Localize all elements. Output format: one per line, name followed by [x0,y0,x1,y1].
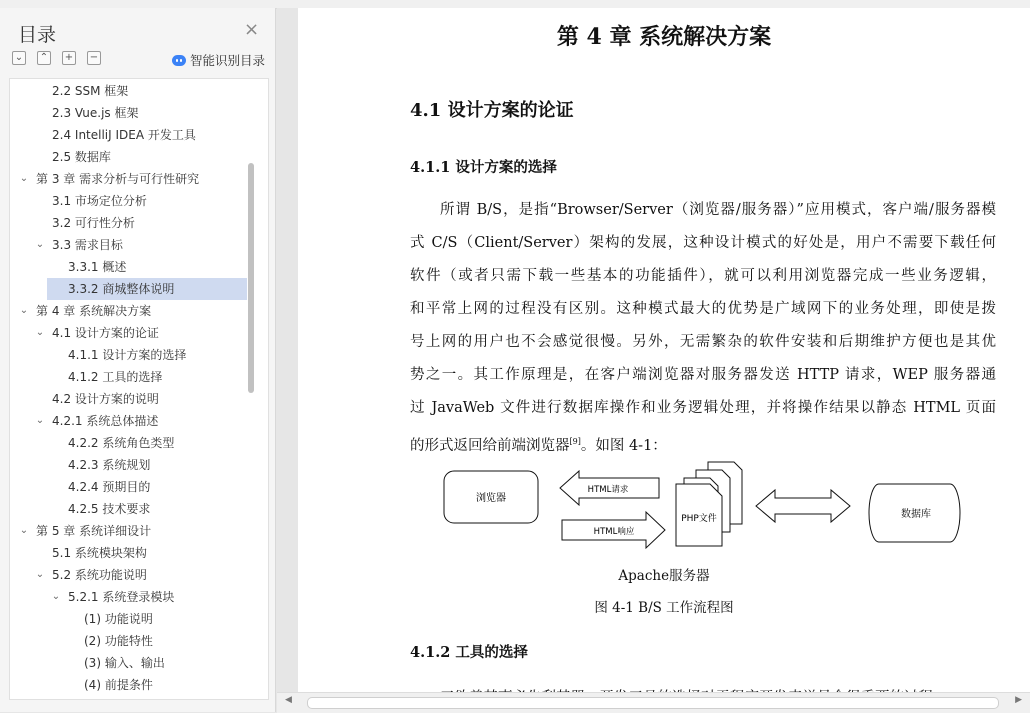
toc-item-label: (2) 功能特性 [84,634,153,648]
toc-item-label: 4.2.3 系统规划 [68,458,151,472]
browser-label: 浏览器 [476,493,506,504]
toc-item[interactable] [10,256,248,278]
citation-ref: [9] [569,437,581,446]
collapse-all-button[interactable]: ⌃ [37,51,51,65]
toc-item[interactable] [10,542,248,564]
toc-item-label: 2.2 SSM 框架 [52,84,129,98]
toc-item-label: 2.3 Vue.js 框架 [52,106,139,120]
toc-item-label: 2.5 数据库 [52,150,111,164]
chevron-down-icon[interactable]: ⌄ [19,525,29,536]
toc-item-label: 3.3.1 概述 [68,260,127,274]
toc-item-label: 4.2 设计方案的说明 [52,392,159,406]
paragraph-line [410,425,996,458]
toc-item[interactable] [10,234,248,256]
server-caption: Apache服务器 [618,568,710,584]
toc-tree [9,78,269,700]
close-icon[interactable]: × [244,19,260,40]
toc-item-label: 3.1 市场定位分析 [52,194,147,208]
toc-item[interactable] [10,146,248,168]
toc-scrollbar[interactable] [248,163,254,393]
toc-item-label: 5.2 系统功能说明 [52,568,147,582]
paragraph-text: 。如图 4-1： [580,437,667,454]
toc-item[interactable] [10,674,248,696]
scroll-left-icon[interactable]: ◀ [285,695,292,705]
chevron-down-icon[interactable]: ⌄ [19,173,29,184]
toc-item-label: 4.2.2 系统角色类型 [68,436,175,450]
toc-item-label: 第 4 章 系统解决方案 [36,304,152,318]
toc-item-label: 3.3 需求目标 [52,238,123,252]
paragraph-line: 和平常上网的过程没有区别。这种模式最大的优势是广域网下的业务处理，即使是拨 [410,301,996,317]
bs-workflow-diagram [298,460,1030,560]
toc-item[interactable] [10,498,248,520]
body-paragraph [410,194,996,458]
toc-item-label: 4.2.1 系统总体描述 [52,414,159,428]
toc-item-label: (3) 输入、输出 [84,656,165,670]
chevron-down-icon[interactable]: ⌄ [35,327,45,338]
toc-item[interactable] [10,344,248,366]
request-label: HTML请求 [587,485,629,495]
add-heading-button[interactable]: + [62,51,76,65]
toc-item[interactable] [10,168,248,190]
toc-item[interactable] [10,586,248,608]
toc-item-label: 4.1 设计方案的论证 [52,326,159,340]
section-heading: 4.1 设计方案的论证 [410,100,574,121]
toc-item-label: (4) 前提条件 [84,678,153,692]
toc-item[interactable] [10,564,248,586]
toc-item-label: 3.2 可行性分析 [52,216,135,230]
toc-item[interactable] [10,454,248,476]
toc-item[interactable] [10,366,248,388]
chevron-down-icon[interactable]: ⌄ [51,591,61,602]
chevron-down-icon[interactable]: ⌄ [19,305,29,316]
toc-item[interactable] [10,80,248,102]
toc-sidebar [0,8,276,712]
smart-toc-button[interactable] [172,51,265,69]
toc-item[interactable] [10,190,248,212]
paragraph-line: 过 JavaWeb 文件进行数据库操作和业务逻辑处理，并将操作结果以静态 HTML 页面 [410,400,996,416]
toc-item-label: 4.2.4 预期目的 [68,480,151,494]
toc-item[interactable] [10,630,248,652]
response-label: HTML响应 [593,527,635,537]
paragraph-line: 所谓 B/S，是指“Browser/Server（浏览器/服务器）”应用模式，客户端/服务器模 [440,202,996,218]
paragraph-line: 势之一。其工作原理是，在客户端浏览器对服务器发送 HTTP 请求，WEP 服务器通 [410,367,996,383]
toc-item[interactable] [10,608,248,630]
paragraph-text: 的形式返回给前端浏览器 [410,437,570,454]
paragraph-line: 式 C/S（Client/Server）架构的发展，这种设计模式的好处是，用户不需要下载任何 [410,235,996,251]
scroll-right-icon[interactable]: ▶ [1015,695,1022,705]
chevron-down-icon[interactable]: ⌄ [35,569,45,580]
toc-item[interactable] [10,388,248,410]
chevron-down-icon[interactable]: ⌄ [35,239,45,250]
toc-title: 目录 [18,24,57,46]
subsection-heading-2: 4.1.2 工具的选择 [410,644,528,661]
chevron-down-icon[interactable]: ⌄ [35,415,45,426]
horizontal-scrollbar[interactable] [277,692,1030,713]
toc-item[interactable] [10,432,248,454]
toc-item-label: 第 3 章 需求分析与可行性研究 [36,172,200,186]
paragraph-line: 软件（或者只需下载一些基本的功能插件），就可以利用浏览器完成一些业务逻辑， [410,268,996,284]
toc-item-label: 4.2.5 技术要求 [68,502,151,516]
toc-item-label: (1) 功能说明 [84,612,153,626]
toc-item-label: 4.1.1 设计方案的选择 [68,348,187,362]
subsection-heading-1: 4.1.1 设计方案的选择 [410,159,557,176]
remove-heading-button[interactable]: − [87,51,101,65]
toc-item[interactable] [10,652,248,674]
php-file-label: PHP文件 [681,514,717,524]
robot-icon [172,55,186,66]
horizontal-scroll-thumb[interactable] [307,697,999,709]
document-area [277,8,1030,712]
toc-item-label: 2.4 IntelliJ IDEA 开发工具 [52,128,196,142]
chapter-title: 第 4 章 系统解决方案 [556,24,772,50]
figure-caption: 图 4-1 B/S 工作流程图 [594,600,734,616]
smart-toc-label: 智能识别目录 [190,53,266,68]
toc-item[interactable] [10,300,248,322]
toc-item-label: 5.1 系统模块架构 [52,546,147,560]
toc-item[interactable] [10,520,248,542]
toc-item-label: 3.3.2 商城整体说明 [68,282,175,296]
document-page [298,8,1030,712]
database-label: 数据库 [901,509,931,520]
toc-item[interactable] [10,476,248,498]
toc-item[interactable] [10,124,248,146]
toc-item[interactable] [10,212,248,234]
expand-all-button[interactable]: ⌄ [12,51,26,65]
toc-item[interactable] [10,102,248,124]
bidirectional-arrow [756,490,850,522]
toc-item[interactable] [47,278,247,300]
toc-item[interactable] [10,410,248,432]
paragraph-line: 号上网的用户也不会感觉很慢。另外，无需繁杂的软件安装和后期维护方便也是其优 [410,334,996,350]
toc-item-label: 5.2.1 系统登录模块 [68,590,175,604]
toc-item[interactable] [10,322,248,344]
toc-item-label: 4.1.2 工具的选择 [68,370,163,384]
toc-item-label: 第 5 章 系统详细设计 [36,524,152,538]
